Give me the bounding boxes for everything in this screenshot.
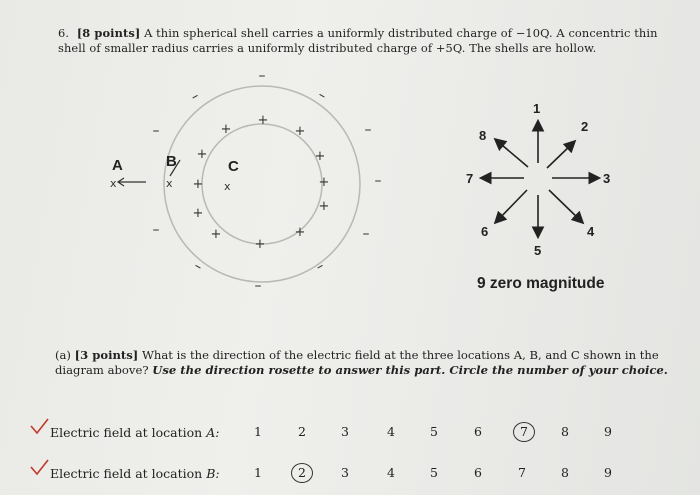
minus-sign: –	[190, 257, 206, 276]
plus-sign: +	[318, 199, 330, 214]
answer-location: B:	[206, 466, 220, 481]
rosette-label-4: 4	[587, 224, 595, 239]
location-labels	[112, 153, 239, 175]
choice-4[interactable]: 4	[387, 424, 395, 439]
part-a-question	[55, 348, 675, 378]
minus-sign: –	[312, 257, 328, 276]
problem-points: [8 points]	[76, 26, 141, 40]
arrow-4	[549, 190, 582, 222]
rosette-label-5: 5	[534, 243, 542, 258]
part-a-text: What is the direction of the electric field at the three locations A, B, and C shown in the diagram above?	[55, 348, 659, 377]
arrow-2	[547, 142, 574, 168]
choice-1[interactable]: 1	[254, 465, 262, 480]
label-c: C	[228, 158, 239, 175]
label-a: A	[112, 157, 123, 174]
choice-1[interactable]: 1	[254, 424, 262, 439]
answer-row-a	[36, 423, 656, 445]
choice-2-circled[interactable]: 2	[291, 463, 313, 483]
minus-sign: –	[364, 122, 372, 138]
choice-7[interactable]: 7	[518, 465, 526, 480]
part-a-emphasis: Use the direction rosette to answer this part. Circle the number of your choice.	[152, 363, 668, 377]
minus-sign: –	[314, 86, 330, 105]
location-markers	[110, 177, 231, 193]
rosette-label-7: 7	[466, 171, 474, 186]
plus-sign: +	[294, 124, 306, 139]
plus-sign: +	[294, 225, 306, 240]
choice-8[interactable]: 8	[561, 424, 569, 439]
plus-sign: +	[192, 206, 204, 221]
label-b: B	[166, 153, 177, 170]
marker-b: x	[166, 177, 173, 190]
minus-sign: –	[152, 222, 160, 238]
choice-6[interactable]: 6	[474, 465, 482, 480]
problem-text: A thin spherical shell carries a uniformly distributed charge of −10Q. A concentric thin shell of smaller radius carries a uniformly distributed charge of +5Q. The shells are hollow.	[58, 26, 658, 55]
plus-sign: +	[220, 122, 232, 137]
marker-a: x	[110, 177, 117, 190]
minus-sign: –	[258, 68, 266, 84]
plus-sign: +	[257, 113, 269, 128]
arrow-8	[496, 140, 528, 167]
inner-charges	[193, 113, 330, 252]
choice-4[interactable]: 4	[387, 465, 395, 480]
minus-sign: –	[152, 123, 160, 139]
plus-sign: +	[210, 227, 222, 242]
direction-rosette	[482, 122, 598, 236]
answer-label-a	[50, 425, 219, 440]
answer-label-b	[50, 466, 220, 481]
answer-row-b	[36, 464, 656, 486]
rosette-label-8: 8	[479, 128, 487, 143]
choice-6[interactable]: 6	[474, 424, 482, 439]
check-mark-icon	[28, 458, 50, 480]
minus-sign: –	[187, 87, 203, 106]
plus-sign: +	[314, 149, 326, 164]
choice-9[interactable]: 9	[604, 424, 612, 439]
choice-9[interactable]: 9	[604, 465, 612, 480]
answer-label-prefix: Electric field at location	[50, 425, 203, 440]
choice-5[interactable]: 5	[430, 424, 438, 439]
arrow-6	[496, 190, 527, 222]
plus-sign: +	[318, 175, 330, 190]
rosette-label-2: 2	[581, 119, 589, 134]
choice-2[interactable]: 2	[298, 424, 306, 439]
choice-8[interactable]: 8	[561, 465, 569, 480]
marker-c: x	[224, 180, 231, 193]
choice-5[interactable]: 5	[430, 465, 438, 480]
plus-sign: +	[192, 177, 204, 192]
rosette-label-1: 1	[533, 101, 541, 116]
zero-magnitude-label: 9 zero magnitude	[477, 275, 605, 292]
plus-sign: +	[254, 237, 266, 252]
minus-sign: –	[374, 173, 382, 189]
problem-number: 6.	[58, 26, 70, 40]
minus-sign: –	[362, 226, 370, 242]
answer-label-prefix: Electric field at location	[50, 466, 203, 481]
check-mark-icon	[28, 417, 50, 439]
rosette-label-3: 3	[603, 171, 611, 186]
answer-location: A:	[206, 425, 220, 440]
part-a-points: [3 points]	[74, 348, 139, 362]
part-a-prefix: (a)	[55, 348, 71, 362]
choice-3[interactable]: 3	[341, 424, 349, 439]
minus-sign: –	[254, 278, 262, 294]
outer-charges	[153, 68, 382, 294]
plus-sign: +	[196, 147, 208, 162]
choice-7-circled[interactable]: 7	[513, 422, 535, 442]
choice-3[interactable]: 3	[341, 465, 349, 480]
rosette-label-6: 6	[481, 224, 489, 239]
